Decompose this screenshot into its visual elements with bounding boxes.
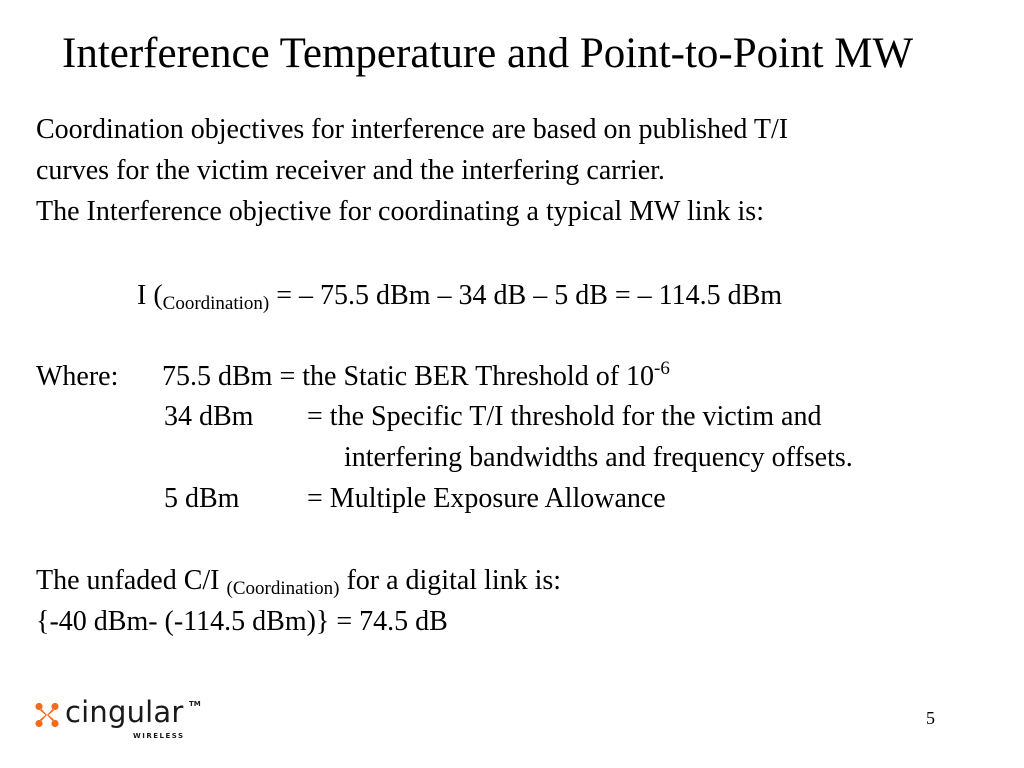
slide-title: Interference Temperature and Point-to-Point MW bbox=[62, 30, 914, 77]
where-label: Where: bbox=[36, 361, 119, 392]
intro-line-2: curves for the victim receiver and the interfering carrier. bbox=[36, 155, 665, 186]
ci-prefix: The unfaded C/I bbox=[36, 565, 227, 596]
ci-statement bbox=[36, 565, 562, 599]
ci-subscript: (Coordination) bbox=[226, 578, 340, 599]
logo-trademark: TM bbox=[189, 700, 201, 708]
where-item-2-continuation: interfering bandwidths and frequency offsets. bbox=[344, 442, 853, 473]
ci-suffix: for a digital link is: bbox=[339, 565, 562, 596]
logo-wordmark: cingular bbox=[65, 695, 184, 729]
where-item-3-text: = Multiple Exposure Allowance bbox=[307, 483, 666, 514]
where-item-2-text: = the Specific T/I threshold for the victim and bbox=[307, 401, 822, 432]
where-item-3-value: 5 dBm bbox=[164, 483, 240, 514]
where-item-1-text: 75.5 dBm = the Static BER Threshold of 10 bbox=[162, 361, 655, 392]
intro-line-3: The Interference objective for coordinating a typical MW link is: bbox=[36, 196, 764, 227]
cingular-x-icon bbox=[34, 702, 60, 728]
equation-rhs: = – 75.5 dBm – 34 dB – 5 dB = – 114.5 dBm bbox=[269, 280, 783, 311]
page-number: 5 bbox=[926, 708, 935, 728]
ci-calculation: {-40 dBm- (-114.5 dBm)} = 74.5 dB bbox=[36, 606, 448, 637]
where-item-2-value: 34 dBm bbox=[164, 401, 254, 432]
cingular-logo bbox=[34, 695, 204, 744]
where-item-1-exponent: -6 bbox=[654, 358, 670, 379]
equation-lhs: I ( bbox=[137, 280, 163, 311]
equation-subscript: Coordination) bbox=[162, 293, 270, 314]
logo-subtitle: WIRELESS bbox=[133, 732, 185, 740]
where-item-1 bbox=[162, 358, 670, 392]
intro-line-1: Coordination objectives for interference are based on published T/I bbox=[36, 114, 789, 145]
coordination-equation bbox=[137, 280, 783, 314]
